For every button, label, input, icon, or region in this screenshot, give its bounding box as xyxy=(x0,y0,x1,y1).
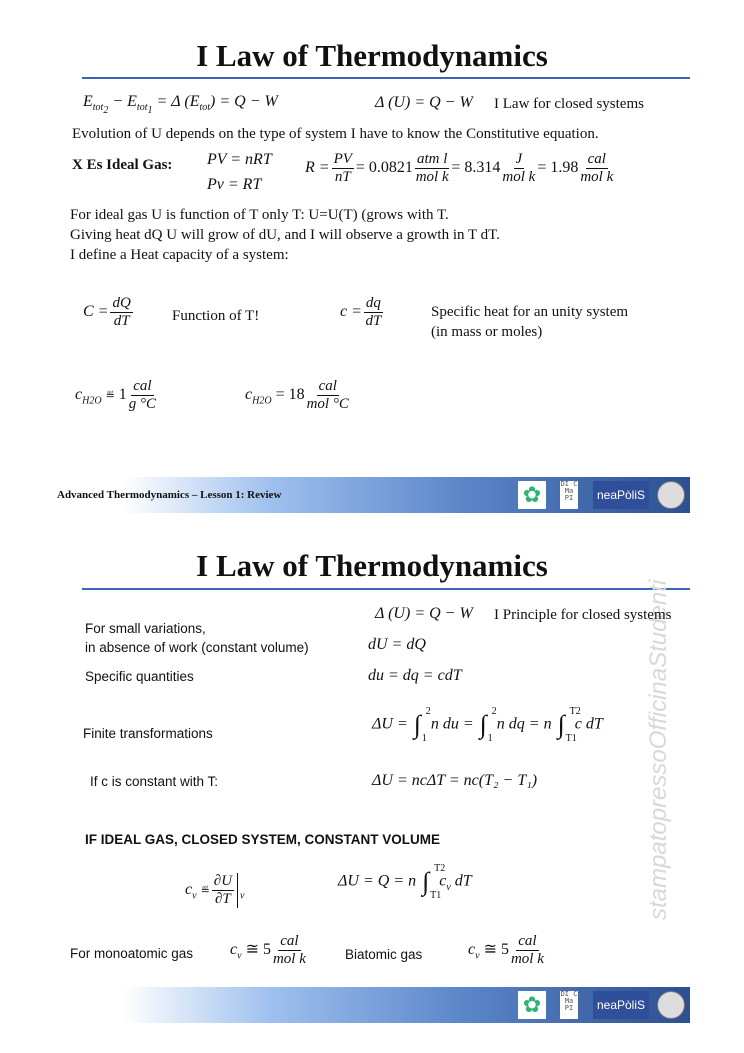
pv-nrt-equation: PV = nRT xyxy=(207,151,272,168)
university-seal-icon xyxy=(657,481,685,509)
du-equation: Δ (U) = Q − W xyxy=(375,94,473,111)
slide1-title: I Law of Thermodynamics xyxy=(196,38,548,73)
energy-equation: $E_{tot_2} - E_{tot_1} = \Delta$ $(E_{tot}) = Q - W$ xyxy=(83,93,278,117)
flower-logo-icon: ✿ xyxy=(518,991,546,1019)
cv-equation: ΔU = Q = n ∫ T2 T1 $c_v$ dT xyxy=(338,863,472,901)
watermark: stampatopressoOfficinaStudenti xyxy=(645,579,672,920)
finite-transformations-label: Finite transformations xyxy=(83,726,213,741)
neapolis-logo: neaPòliS xyxy=(593,481,649,509)
title-rule xyxy=(82,77,690,79)
cv-definition: $c_v$ ≝ $\frac{\partial U}{\partial T}$ $_v$ xyxy=(185,873,245,907)
text-line: I define a Heat capacity of a system: xyxy=(70,247,289,263)
du-cdt-equation: du = dq = cdT xyxy=(368,667,462,684)
constant-c-equation: ΔU = ncΔT = nc(T₂ − T₁) xyxy=(372,772,538,789)
specific-heat-text: Specific heat for an unity system xyxy=(431,304,629,320)
heat-capacity-equation: C = $\frac{dQ}{dT}$ xyxy=(83,295,131,329)
du-dq-equation: dU = dQ xyxy=(368,636,426,653)
text-line: For ideal gas U is function of T only T: U=U(T) (grows with T. xyxy=(70,207,449,223)
water-heat-grams: $c_{H2O}$ ≝ 1 $\frac{\text{cal}}{g ^\circ C}$ xyxy=(75,378,157,412)
finite-equation: ΔU = ∫ 2 1 n du = ∫ 2 1 n dq = n ∫ T2 T1 c dT xyxy=(372,706,603,744)
university-seal-icon xyxy=(657,991,685,1019)
ideal-gas-label: X Es Ideal Gas: xyxy=(72,157,173,173)
text-line: Giving heat dQ U will grow of dU, and I will observe a growth in T dT. xyxy=(70,227,500,243)
specific-heat-text: (in mass or moles) xyxy=(431,324,543,340)
specific-heat-equation: c = $\frac{dq}{dT}$ xyxy=(340,295,382,329)
flower-logo-icon: ✿ xyxy=(518,481,546,509)
small-variations-text: in absence of work (constant volume) xyxy=(85,640,309,655)
footer-text: Advanced Thermodynamics – Lesson 1: Review xyxy=(57,489,282,501)
ideal-gas-heading: IF IDEAL GAS, CLOSED SYSTEM, CONSTANT VOLUME xyxy=(85,832,441,847)
slide-footer xyxy=(45,987,690,1023)
biatomic-equation: $c_v$ ≅ 5 $\frac{\text{cal}}{\text{mol k}}$ xyxy=(468,933,544,967)
principle-label: I Principle for closed systems xyxy=(494,607,672,623)
dicmapi-logo: DI C Ma PI xyxy=(560,991,578,1019)
biatomic-label: Biatomic gas xyxy=(345,947,423,962)
slide-footer xyxy=(45,477,690,513)
title-rule xyxy=(82,588,690,590)
constant-c-label: If c is constant with T: xyxy=(90,774,219,789)
monoatomic-equation: $c_v$ ≅ 5 $\frac{\text{cal}}{\text{mol k}}$ xyxy=(230,933,306,967)
slide2-title: I Law of Thermodynamics xyxy=(196,548,548,583)
evolution-text: Evolution of U depends on the type of system I have to know the Constitutive equation. xyxy=(72,126,599,142)
du-equation: Δ (U) = Q − W xyxy=(375,605,473,622)
function-of-t-label: Function of T! xyxy=(172,308,260,324)
neapolis-logo: neaPòliS xyxy=(593,991,649,1019)
dicmapi-logo: DI C Ma PI xyxy=(560,481,578,509)
pv-rt-equation: Pv = RT xyxy=(207,176,262,193)
water-heat-moles: $c_{H2O} = 18$ $\frac{\text{cal}}{\text{mol °C}}$ xyxy=(245,378,349,412)
small-variations-text: For small variations, xyxy=(85,621,206,636)
gas-constant-equation: R = $\frac{PV}{nT}$ = 0.0821 $\frac{\text{atm l}}{\text{mol k}}$ = 8.314 $\frac{J}{\text{mol k}}$ = 1.98 $\frac{\text{cal}}{\text{mol k}}$ xyxy=(305,151,614,185)
specific-quantities-label: Specific quantities xyxy=(85,669,194,684)
law-label: I Law for closed systems xyxy=(494,96,644,112)
monoatomic-label: For monoatomic gas xyxy=(70,946,194,961)
